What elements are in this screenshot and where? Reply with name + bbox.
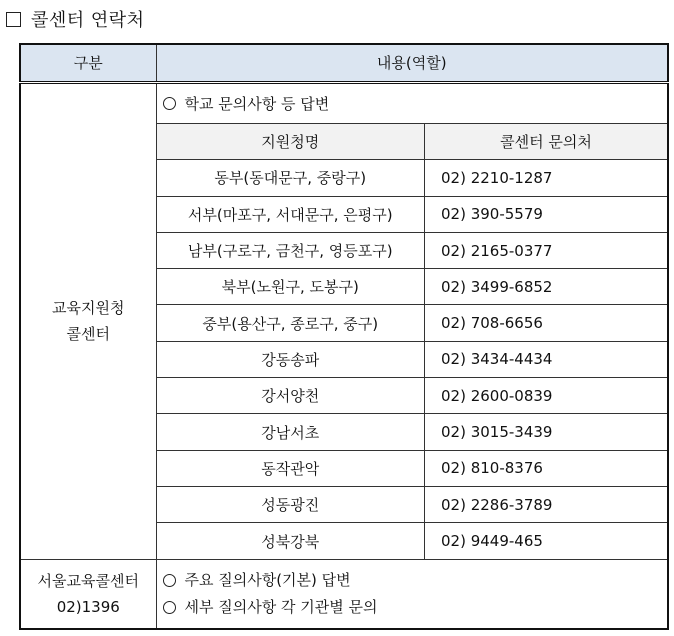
- office-region-cell: 남부(구로구, 금천구, 영등포구): [157, 232, 425, 268]
- circle-bullet-icon: [163, 601, 176, 614]
- circle-bullet-icon: [163, 97, 176, 110]
- list-item: [163, 594, 668, 621]
- table-row: [157, 450, 668, 486]
- office-phone-cell: 02) 390-5579: [425, 196, 668, 232]
- office-region-cell: 북부(노원구, 도봉구): [157, 269, 425, 305]
- office-region-cell: 성동광진: [157, 486, 425, 522]
- office-subheader-row: [157, 124, 668, 160]
- section1-note-row: [157, 84, 668, 124]
- office-phone-cell: 02) 9449-465: [425, 523, 668, 559]
- table-row: [157, 196, 668, 232]
- category-line2: 콜센터: [66, 325, 110, 344]
- office-phone-cell: 02) 3499-6852: [425, 269, 668, 305]
- table-row: [157, 341, 668, 377]
- category-seoul-call-center: [20, 560, 156, 629]
- office-phone-cell: 02) 2286-3789: [425, 486, 668, 522]
- header-content: 내용(역할): [156, 44, 668, 82]
- office-region-cell: 서부(마포구, 서대문구, 은평구): [157, 196, 425, 232]
- section1-content: [156, 82, 668, 560]
- office-phone-cell: 02) 2165-0377: [425, 232, 668, 268]
- category-line1: 교육지원청: [52, 299, 125, 318]
- call-center-table: [19, 43, 669, 630]
- office-phone-cell: 02) 3434-4434: [425, 341, 668, 377]
- list-item: [163, 567, 668, 594]
- checkbox-icon: [6, 12, 21, 27]
- page-title-text: 콜센터 연락처: [31, 10, 145, 31]
- category-education-office: [20, 82, 156, 560]
- office-region-cell: 강남서초: [157, 414, 425, 450]
- section1-note: [157, 84, 668, 124]
- table-row: [157, 305, 668, 341]
- table-row: [157, 378, 668, 414]
- office-region-cell: 강서양천: [157, 378, 425, 414]
- table-row: [157, 160, 668, 196]
- section-education-office: [20, 82, 668, 560]
- table-row: [157, 269, 668, 305]
- bullet-text: 주요 질의사항(기본) 답변: [184, 571, 351, 590]
- office-region-cell: 강동송파: [157, 341, 425, 377]
- office-contact-table: [157, 84, 668, 560]
- office-region-cell: 중부(용산구, 종로구, 중구): [157, 305, 425, 341]
- table-row: [157, 414, 668, 450]
- header-category: 구분: [20, 44, 156, 82]
- bullet-text: 세부 질의사항 각 기관별 문의: [184, 598, 378, 617]
- office-region-cell: 동부(동대문구, 중랑구): [157, 160, 425, 196]
- office-phone-cell: 02) 810-8376: [425, 450, 668, 486]
- subheader-region: 지원청명: [157, 124, 425, 160]
- subheader-phone: 콜센터 문의처: [425, 124, 668, 160]
- page-title: [6, 6, 145, 32]
- section2-content: [156, 560, 668, 629]
- table-row: [157, 232, 668, 268]
- table-row: [157, 523, 668, 559]
- table-header-row: [20, 44, 668, 82]
- section1-note-text: 학교 문의사항 등 답변: [184, 94, 330, 113]
- office-phone-cell: 02) 3015-3439: [425, 414, 668, 450]
- office-region-cell: 동작관악: [157, 450, 425, 486]
- office-phone-cell: 02) 2210-1287: [425, 160, 668, 196]
- office-phone-cell: 02) 708-6656: [425, 305, 668, 341]
- office-region-cell: 성북강북: [157, 523, 425, 559]
- category-line2: 02)1396: [56, 598, 120, 617]
- office-phone-cell: 02) 2600-0839: [425, 378, 668, 414]
- table-row: [157, 486, 668, 522]
- category-line1: 서울교육콜센터: [37, 572, 139, 591]
- section-seoul-call-center: [20, 560, 668, 629]
- circle-bullet-icon: [163, 574, 176, 587]
